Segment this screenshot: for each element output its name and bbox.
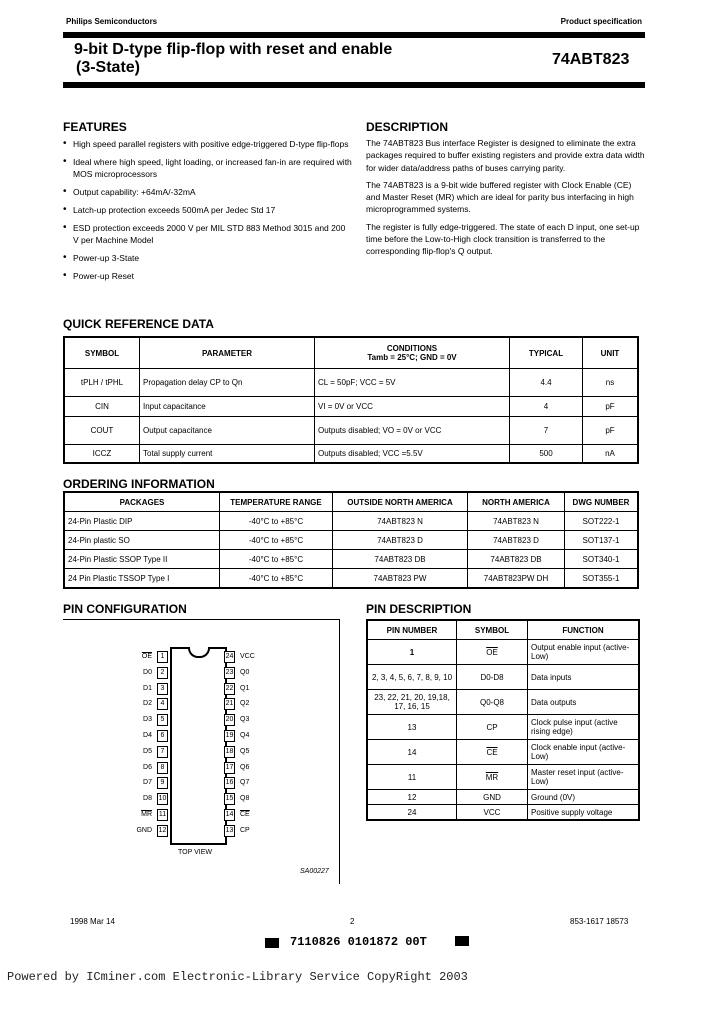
table-row: [367, 790, 639, 805]
col-pin-number: PIN NUMBER: [367, 620, 457, 640]
pin-label: D7: [143, 779, 152, 787]
footer-date: 1998 Mar 14: [70, 917, 115, 926]
pin-number-box: 15: [224, 793, 235, 805]
ordering-heading: ORDERING INFORMATION: [63, 477, 215, 491]
top-view-label: TOP VIEW: [178, 849, 212, 856]
pin-label: Q8: [240, 795, 250, 803]
cell-parameter: Output capacitance: [140, 417, 315, 445]
cell-outside-na: 74ABT823 N: [333, 512, 468, 531]
watermark: Powered by ICminer.com Electronic-Library Service CopyRight 2003: [7, 970, 468, 984]
pin-description-heading: PIN DESCRIPTION: [366, 602, 472, 616]
cell-symbol: $\overline{CE}$: [457, 740, 528, 765]
barcode-block-left: [265, 938, 279, 948]
ordering-table: [63, 491, 639, 589]
cell-unit: pF: [583, 397, 639, 417]
pin-label: Q2: [240, 700, 250, 708]
pin-label: D4: [143, 732, 152, 739]
cell-conditions: CL = 50pF; VCC = 5V: [315, 369, 510, 397]
pin-number-box: 14: [224, 809, 235, 821]
description-body: [366, 137, 646, 263]
pin-number-box: 20: [224, 714, 235, 726]
cell-parameter: Propagation delay CP to Qn: [140, 369, 315, 397]
table-row: [64, 531, 638, 550]
pin-number-box: 10: [157, 793, 168, 805]
pin-label: Q1: [240, 684, 250, 692]
pin-number-box: 22: [224, 683, 235, 695]
quick-reference-heading: QUICK REFERENCE DATA: [63, 317, 214, 331]
pin-number-box: 3: [157, 683, 168, 695]
cell-unit: pF: [583, 417, 639, 445]
table-row: [367, 665, 639, 690]
pin-label: D2: [143, 700, 152, 708]
cell-function: Clock pulse input (active rising edge): [528, 715, 640, 740]
pin-number-box: 17: [224, 762, 235, 774]
table-row: [367, 805, 639, 821]
part-number: 74ABT823: [552, 51, 630, 68]
pin-number-box: 9: [157, 777, 168, 789]
cell-pin: 23, 22, 21, 20, 19,18, 17, 16, 15: [367, 690, 457, 715]
pin-configuration-heading: PIN CONFIGURATION: [63, 602, 187, 616]
description-paragraph: The 74ABT823 Bus interface Register is designed to eliminate the extra packages required to buffer existing registers and provide extra data width for wider data/address paths of buses carrying parity.: [366, 138, 645, 173]
cell-na: 74ABT823 DB: [468, 550, 565, 569]
cell-outside-na: 74ABT823 DB: [333, 550, 468, 569]
cell-symbol: GND: [457, 790, 528, 805]
cell-symbol: $\overline{MR}$: [457, 765, 528, 790]
pin-number-box: 11: [157, 809, 168, 821]
cell-typical: 7: [510, 417, 583, 445]
pin-number-box: 7: [157, 746, 168, 758]
conditions-label: CONDITIONS: [386, 344, 438, 353]
pin-number-box: 12: [157, 825, 168, 837]
cell-pin: 13: [367, 715, 457, 740]
conditions-sublabel: Tamb = 25°C; GND = 0V: [367, 353, 457, 362]
pin-description-table: [366, 619, 640, 821]
pin-label: VCC: [240, 653, 255, 660]
table-row: [64, 417, 638, 445]
col-parameter: PARAMETER: [140, 337, 315, 369]
cell-symbol: Q0-Q8: [457, 690, 528, 715]
cell-symbol: COUT: [64, 417, 140, 445]
pin-number-box: 4: [157, 698, 168, 710]
col-typical: TYPICAL: [510, 337, 583, 369]
feature-item: • Power-up 3-State: [63, 252, 353, 264]
cell-conditions: VI = 0V or VCC: [315, 397, 510, 417]
pin-label: D5: [143, 747, 152, 755]
pin-label: D3: [143, 716, 152, 724]
cell-parameter: Input capacitance: [140, 397, 315, 417]
pin-label: $\overline{OE}$: [141, 653, 152, 660]
cell-conditions: Outputs disabled; VCC =5.5V: [315, 445, 510, 463]
cell-temp: -40°C to +85°C: [220, 531, 333, 550]
table-header-row: [64, 337, 638, 369]
col-outside-na: OUTSIDE NORTH AMERICA: [333, 492, 468, 512]
feature-item: • Latch-up protection exceeds 500mA per Jedec Std 17: [63, 204, 353, 216]
cell-conditions: Outputs disabled; VO = 0V or VCC: [315, 417, 510, 445]
table-row: [64, 369, 638, 397]
cell-symbol: ICCZ: [64, 445, 140, 463]
cell-pin: 11: [367, 765, 457, 790]
table-row: [367, 765, 639, 790]
table-row: [367, 740, 639, 765]
description-heading: DESCRIPTION: [366, 120, 449, 134]
pin-label: D1: [143, 684, 152, 692]
pin-label: $\overline{CE}$: [240, 811, 250, 818]
cell-symbol: tPLH / tPHL: [64, 369, 140, 397]
cell-function: Master reset input (active-Low): [528, 765, 640, 790]
col-packages: PACKAGES: [64, 492, 220, 512]
company-name: Philips Semiconductors: [66, 17, 158, 26]
col-conditions: [315, 337, 510, 369]
cell-dwg: SOT340-1: [565, 550, 639, 569]
features-heading: FEATURES: [63, 120, 127, 134]
cell-typical: 4: [510, 397, 583, 417]
pin-number-box: 24: [224, 651, 235, 663]
table-row: [367, 715, 639, 740]
quick-reference-table: [63, 336, 639, 464]
pin-label: Q0: [240, 668, 250, 676]
table-header-row: [64, 492, 638, 512]
pin1-notch: [188, 647, 210, 658]
cell-package: 24-Pin plastic SO: [64, 531, 220, 550]
features-list: [63, 138, 353, 288]
pin-label: CP: [240, 826, 250, 834]
pin-number-box: 8: [157, 762, 168, 774]
feature-item: • ESD protection exceeds 2000 V per MIL STD 883 Method 3015 and 200 V per Machine Model: [63, 222, 353, 246]
cell-temp: -40°C to +85°C: [220, 512, 333, 531]
cell-symbol: $\overline{OE}$: [457, 640, 528, 665]
feature-item: • Output capability: +64mA/-32mA: [63, 186, 353, 198]
footer-page-number: 2: [350, 917, 355, 926]
cell-unit: nA: [583, 445, 639, 463]
cell-symbol: VCC: [457, 805, 528, 821]
doc-title: [74, 41, 392, 77]
description-paragraph: The register is fully edge-triggered. The state of each D input, one set-up time before the Low-to-High clock transition is transferred to the corresponding flip-flop's Q output.: [366, 221, 640, 257]
pin-label: Q4: [240, 732, 250, 739]
cell-typical: 500: [510, 445, 583, 463]
feature-item: • Power-up Reset: [63, 270, 353, 282]
barcode-block-right: [455, 936, 469, 946]
cell-function: Data outputs: [528, 690, 640, 715]
cell-package: 24 Pin Plastic TSSOP Type I: [64, 569, 220, 589]
col-symbol: SYMBOL: [64, 337, 140, 369]
cell-symbol: D0-D8: [457, 665, 528, 690]
cell-temp: -40°C to +85°C: [220, 569, 333, 589]
pin-number-box: 23: [224, 667, 235, 679]
pin-label: Q5: [240, 747, 250, 755]
cell-outside-na: 74ABT823 D: [333, 531, 468, 550]
table-row: [64, 550, 638, 569]
pin-number-box: 1: [157, 651, 168, 663]
pin-number-box: 5: [157, 714, 168, 726]
pin-label: Q6: [240, 763, 250, 771]
pin-number-box: 19: [224, 730, 235, 742]
cell-function: Clock enable input (active-Low): [528, 740, 640, 765]
col-function: FUNCTION: [528, 620, 640, 640]
table-row: [367, 690, 639, 715]
feature-item: • Ideal where high speed, light loading, or increased fan-in are required with MOS microprocessors: [63, 156, 353, 180]
table-row: [367, 640, 639, 665]
cell-na: 74ABT823 N: [468, 512, 565, 531]
cell-package: 24-Pin Plastic DIP: [64, 512, 220, 531]
doc-type: Product specification: [560, 17, 642, 26]
col-unit: UNIT: [583, 337, 639, 369]
pin-label: D0: [143, 668, 152, 676]
col-symbol: SYMBOL: [457, 620, 528, 640]
cell-function: Data inputs: [528, 665, 640, 690]
pin-number-box: 21: [224, 698, 235, 710]
cell-symbol: CIN: [64, 397, 140, 417]
pin-number-box: 16: [224, 777, 235, 789]
cell-unit: ns: [583, 369, 639, 397]
cell-package: 24-Pin Plastic SSOP Type II: [64, 550, 220, 569]
cell-parameter: Total supply current: [140, 445, 315, 463]
title-line1: 9-bit D-type flip-flop with reset and enable: [74, 41, 393, 58]
cell-na: 74ABT823PW DH: [468, 569, 565, 589]
pin-label: GND: [136, 826, 152, 834]
cell-pin: 24: [367, 805, 457, 821]
cell-pin: 12: [367, 790, 457, 805]
figure-id: SA00227: [300, 868, 329, 875]
cell-pin: 2, 3, 4, 5, 6, 7, 8, 9, 10: [367, 665, 457, 690]
pin-label: D6: [143, 763, 152, 771]
pin-number-box: 2: [157, 667, 168, 679]
table-row: [64, 512, 638, 531]
ic-package-outline: [170, 647, 227, 845]
cell-temp: -40°C to +85°C: [220, 550, 333, 569]
feature-item: • High speed parallel registers with positive edge-triggered D-type flip-flops: [63, 138, 353, 150]
description-paragraph: The 74ABT823 is a 9-bit wide buffered register with Clock Enable (CE) and Master Reset (MR) which are ideal for parity bus interfacing in high microprogrammed systems.: [366, 179, 634, 215]
cell-pin: 1: [367, 640, 457, 665]
pin-label: D8: [143, 795, 152, 803]
pin-label: Q3: [240, 716, 250, 724]
table-row: [64, 569, 638, 589]
bottom-rule: [63, 82, 645, 88]
cell-na: 74ABT823 D: [468, 531, 565, 550]
cell-function: Ground (0V): [528, 790, 640, 805]
footer-doc-code: 853-1617 18573: [570, 917, 629, 926]
cell-function: Output enable input (active-Low): [528, 640, 640, 665]
cell-dwg: SOT222-1: [565, 512, 639, 531]
cell-outside-na: 74ABT823 PW: [333, 569, 468, 589]
table-row: [64, 445, 638, 463]
pin-label: Q7: [240, 779, 250, 787]
col-north-america: NORTH AMERICA: [468, 492, 565, 512]
col-dwg: DWG NUMBER: [565, 492, 639, 512]
barcode-text: 7110826 0101872 00T: [290, 935, 427, 949]
cell-typical: 4.4: [510, 369, 583, 397]
top-rule: [63, 32, 645, 38]
col-temperature: TEMPERATURE RANGE: [220, 492, 333, 512]
pin-number-box: 18: [224, 746, 235, 758]
cell-pin: 14: [367, 740, 457, 765]
cell-function: Positive supply voltage: [528, 805, 640, 821]
cell-dwg: SOT355-1: [565, 569, 639, 589]
table-row: [64, 397, 638, 417]
pin-label: $\overline{MR}$: [141, 811, 152, 818]
pin-number-box: 6: [157, 730, 168, 742]
table-header-row: [367, 620, 639, 640]
cell-dwg: SOT137-1: [565, 531, 639, 550]
title-line2: (3-State): [76, 59, 141, 76]
pin-number-box: 13: [224, 825, 235, 837]
cell-symbol: CP: [457, 715, 528, 740]
